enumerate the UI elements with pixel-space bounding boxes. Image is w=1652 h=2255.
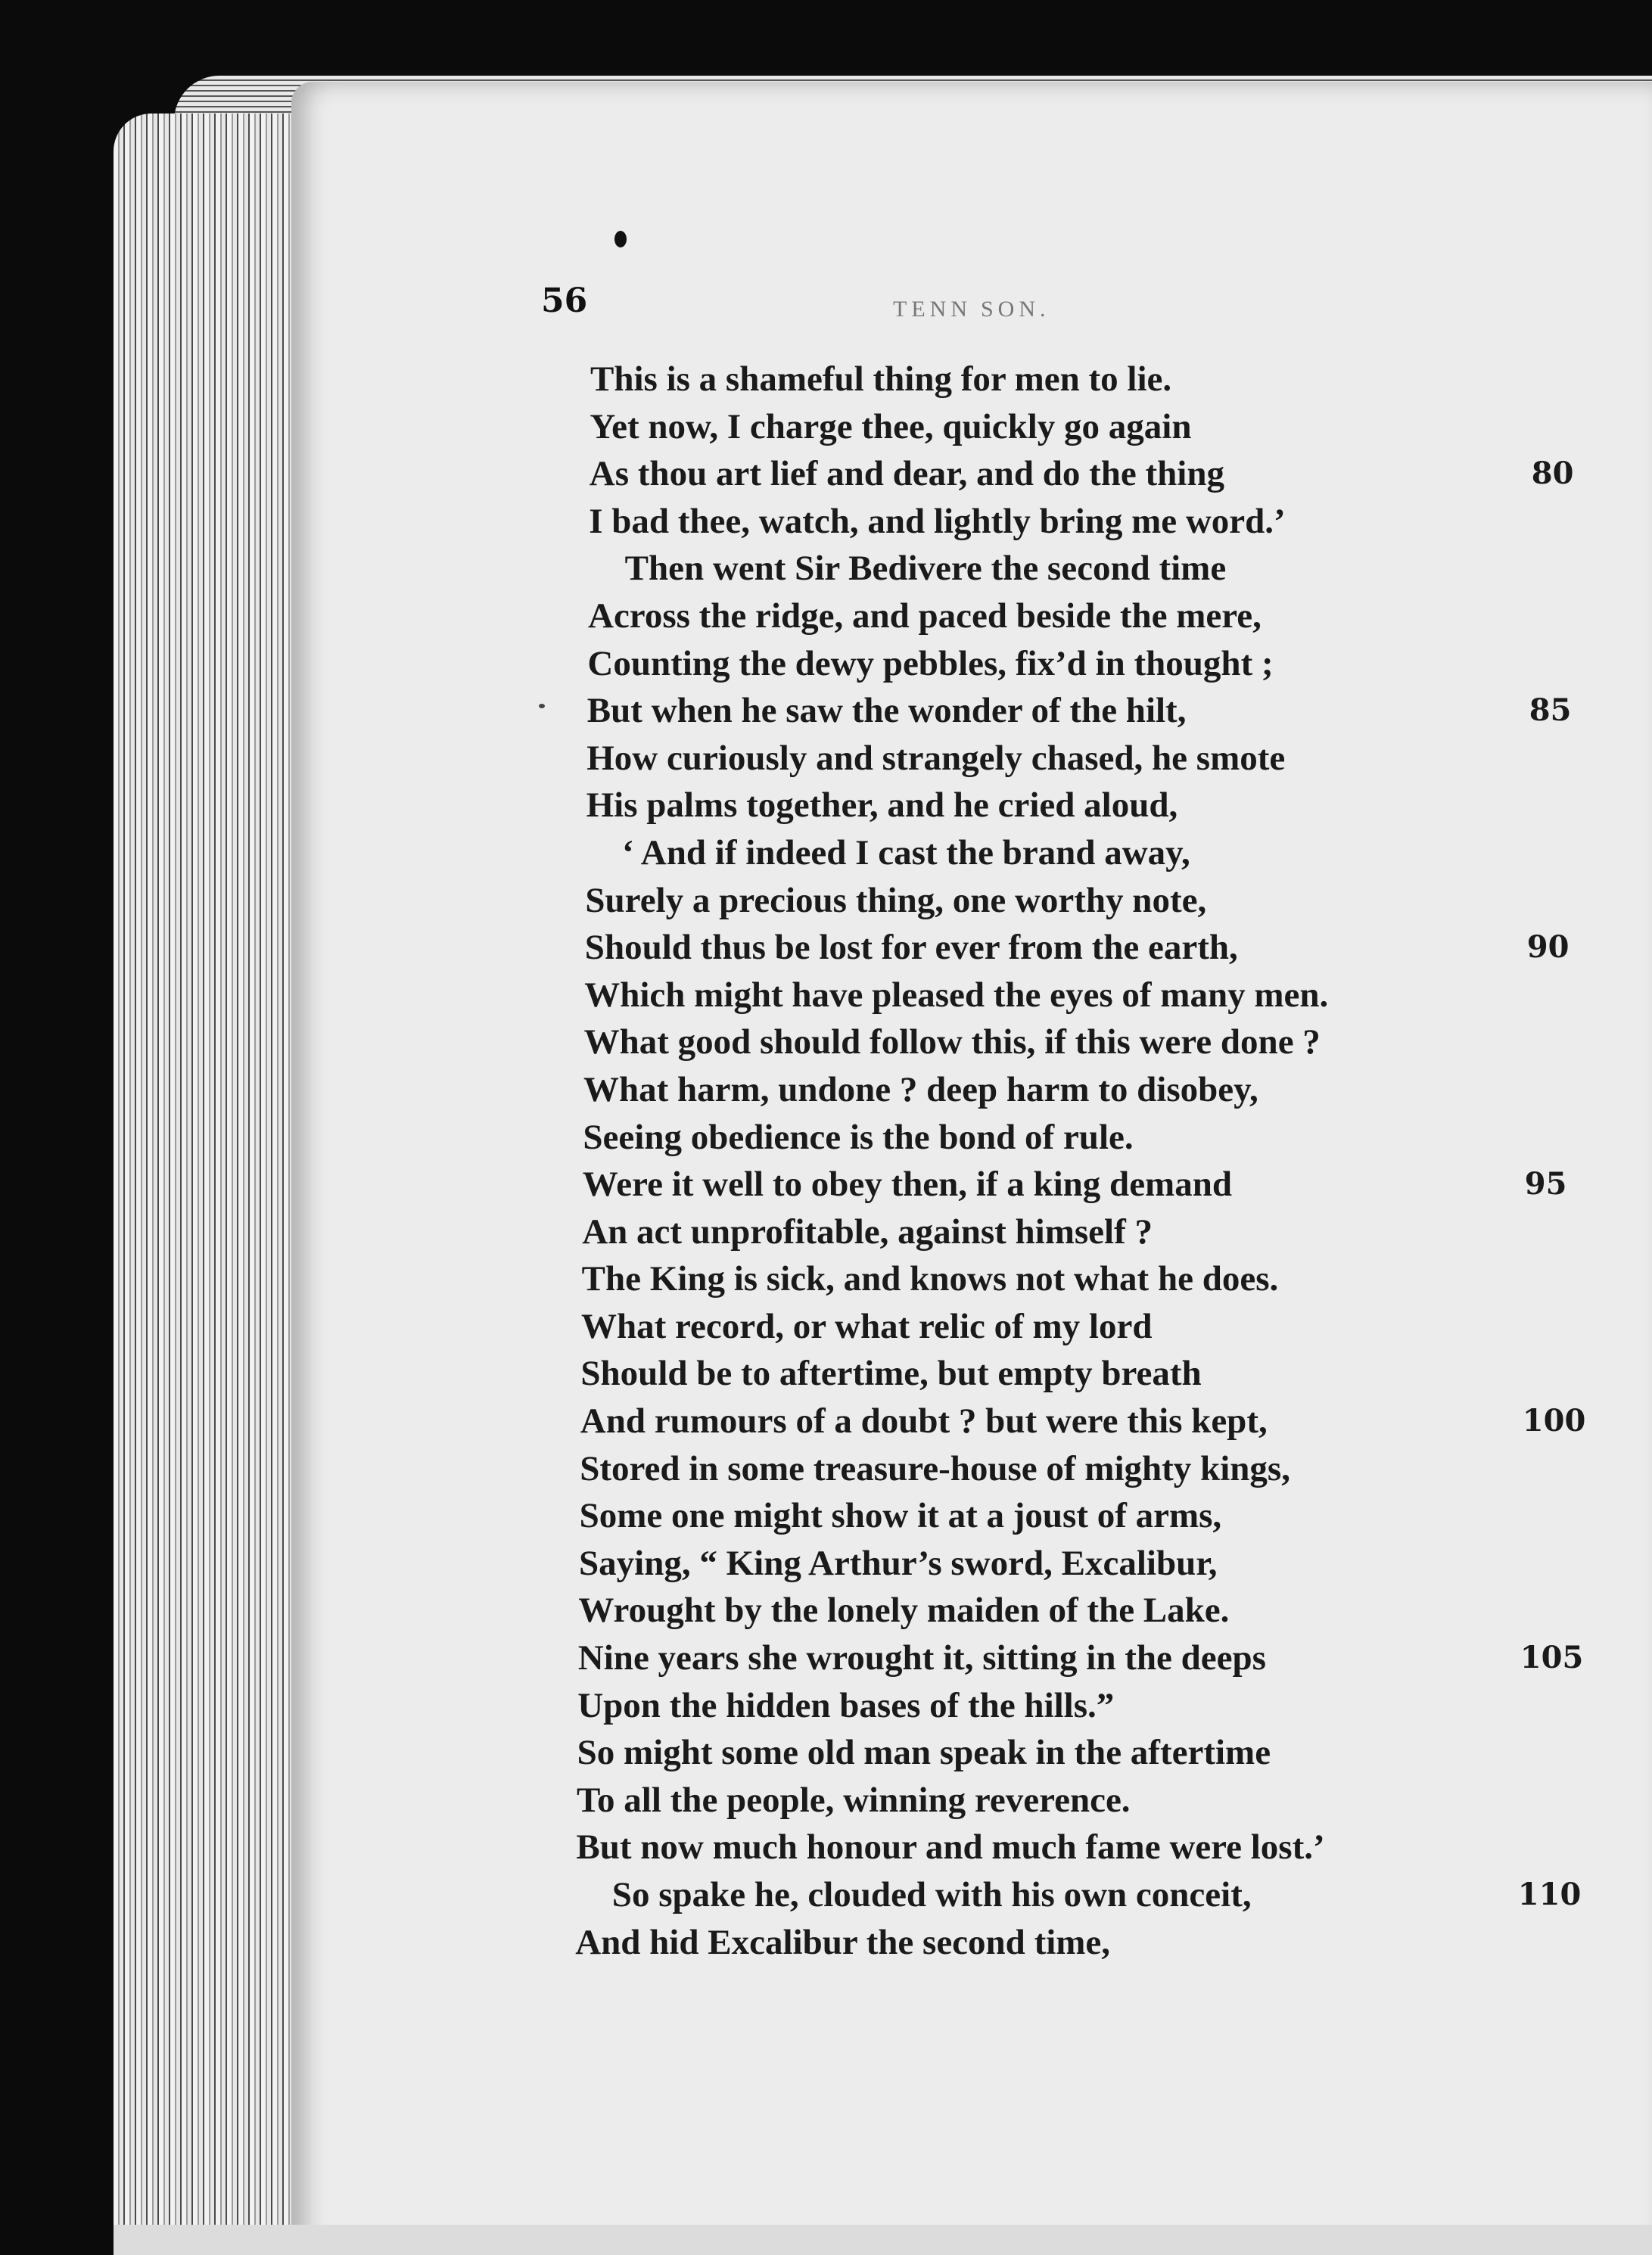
line-number: 85 [1529,692,1572,729]
poem-line-text: Which might have pleased the eyes of many men. [584,975,1329,1015]
poem-line [582,1161,1567,1208]
poem-line-text: Were it well to obey then, if a king demand [582,1165,1232,1205]
poem-line [582,1208,1490,1256]
line-number: 80 [1531,456,1574,492]
line-number: 110 [1517,1877,1582,1912]
poem-line-text: And hid Excalibur the second time, [575,1922,1111,1962]
poem-line-text: And rumours of a doubt ? but were this kept, [580,1401,1268,1442]
poem-line [576,1871,1582,1919]
line-number: 95 [1524,1166,1567,1202]
poem-line-text: So spake he, clouded with his own conceit, [611,1875,1252,1914]
poem-line [583,1114,1491,1162]
poem-line [577,1777,1485,1824]
poem-line-text: An act unprofitable, against himself ? [582,1211,1153,1252]
page-edges-left [114,114,310,2247]
poem-line [584,1019,1492,1066]
poem-line-text: Across the ridge, and paced beside the mere, [588,596,1262,636]
line-number: 100 [1522,1403,1586,1439]
poem-line [589,498,1497,546]
poem-line [580,1350,1489,1398]
poem-text [575,356,1586,1966]
poem-line-text: But when he saw the wonder of the hilt, [586,691,1187,731]
line-number: 90 [1526,929,1570,966]
page-number: 56 [541,281,588,320]
line-number: 105 [1520,1640,1584,1676]
poem-line [586,687,1572,735]
poem-line [589,545,1497,593]
poem-line-text: ‘ And if indeed I cast the brand away, [622,832,1190,872]
poem-line-text: As thou art lief and dear, and do the thing [589,454,1224,494]
poem-line [580,1492,1488,1540]
poem-line [584,972,1492,1019]
poem-line-text: This is a shameful thing for men to lie. [590,359,1172,399]
poem-line-text: To all the people, winning reverence. [577,1780,1131,1820]
poem-line-text: Yet now, I charge thee, quickly go again [590,406,1192,446]
poem-line [590,403,1498,451]
poem-line-text: Surely a precious thing, one worthy note, [585,880,1207,920]
poem-line [586,829,1494,877]
poem-line-text: Nine years she wrought it, sitting in the deeps [577,1638,1266,1678]
poem-line [584,924,1570,972]
poem-line-text: But now much honour and much fame were lost.’ [576,1827,1325,1868]
poem-line [577,1682,1486,1730]
poem-line-text: What harm, undone ? deep harm to disobey, [583,1069,1258,1109]
poem-line [585,877,1493,925]
poem-line-text: Wrought by the lonely maiden of the Lake. [578,1591,1230,1631]
poem-line-text: Then went Sir Bedivere the second time [624,549,1227,589]
poem-line [590,356,1498,403]
poem-line [586,782,1495,829]
poem-line [577,1634,1584,1682]
poem-line [588,593,1496,640]
poem-line-text: How curiously and strangely chased, he smote [586,738,1286,778]
ink-dot [614,231,627,247]
poem-line [583,1066,1492,1114]
poem-line-text: What record, or what relic of my lord [581,1306,1153,1346]
page-bottom-edge [114,2225,1652,2255]
poem-line-text: Counting the dewy pebbles, fix’d in thought ; [587,643,1274,683]
poem-line-text: Should be to aftertime, but empty breath [580,1354,1202,1394]
poem-line [576,1824,1484,1871]
poem-line [589,450,1574,498]
poem-line [587,640,1495,688]
poem-line [579,1540,1487,1588]
poem-line-text: What good should follow this, if this were done ? [583,1022,1321,1062]
poem-line-text: Stored in some treasure-house of mighty kings, [580,1448,1290,1488]
poem-line-text: Saying, “ King Arthur’s sword, Excalibur, [579,1543,1218,1583]
poem-line [577,1729,1486,1777]
poem-line-text: Seeing obedience is the bond of rule. [583,1117,1134,1157]
poem-line-text: The King is sick, and knows not what he does. [581,1259,1279,1299]
poem-line [580,1398,1586,1445]
poem-line [586,735,1495,782]
running-head: TENN SON. [893,297,1050,322]
poem-line-text: So might some old man speak in the aftertime [577,1733,1271,1773]
poem-line-text: Upon the hidden bases of the hills.” [577,1685,1115,1725]
poem-line [575,1919,1483,1967]
poem-line [581,1303,1489,1351]
ink-smudge [539,704,545,708]
poem-line-text: His palms together, and he cried aloud, [586,785,1178,826]
poem-line [582,1255,1490,1303]
poem-line-text: Some one might show it at a joust of arms, [579,1496,1222,1536]
poem-line [580,1445,1488,1493]
poem-line-text: Should thus be lost for ever from the earth, [584,928,1238,968]
poem-line-text: I bad thee, watch, and lightly bring me word.’ [589,501,1286,541]
poem-line [578,1587,1486,1634]
